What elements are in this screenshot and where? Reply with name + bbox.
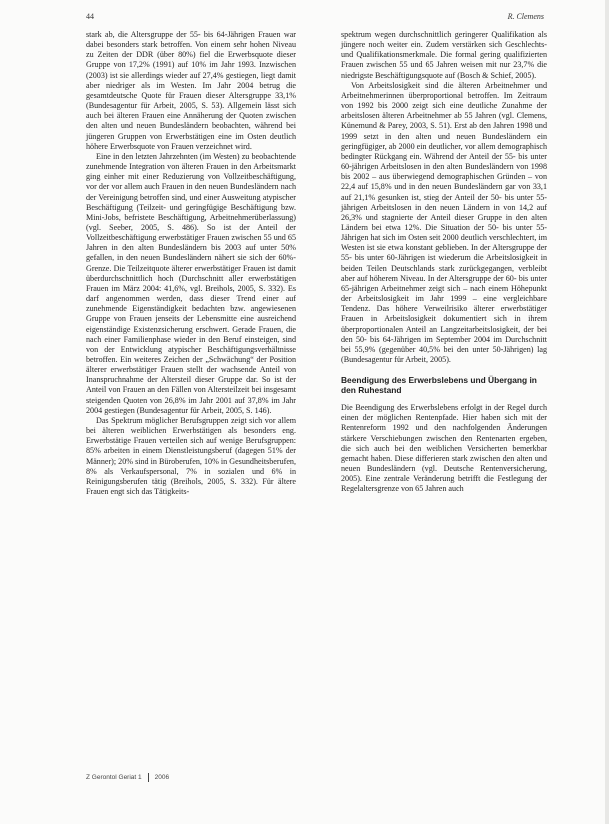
paragraph: stark ab, die Altersgruppe der 55- bis 64-Jährigen Frauen war dabei besonders stark betroffen. Von einem sehr hohen Niveau zu Zeiten der DDR (über 80%) fiel die Erwerbsquote dieser Gruppe von 17,2% (1991) auf 10% im Jahr 1993. Inzwischen (2003) ist sie allerdings wieder auf 27,4% gestiegen, liegt damit aber niedriger als im Westen. Im Jahr 2004 betrug die gesamtdeutsche Quote für Frauen dieser Altersgruppe 33,1% (Bundesagentur für Arbeit, 2005, S. 53). Allgemein lässt sich auch bei älteren Frauen eine Annäherung der Quoten zwischen den alten und neuen Bundesländern beobachten, während bei jüngeren Gruppen von Erwerbstätigen eine im Osten deutlich höhere Erwerbsquote von Frauen verzeichnet wird. — [86, 30, 296, 151]
page-number: 44 — [86, 12, 94, 21]
paragraph: Von Arbeitslosigkeit sind die älteren Arbeitnehmer und Arbeitnehmerinnen überproportional betroffen. Im Zeitraum von 1992 bis 2000 zeigt sich eine deutliche Zunahme der arbeitslosen älteren Arbeitnehmer ab 55 Jahren (vgl. Clemens, Künemund & Parey, 2003, S. 51). Erst ab den Jahren 1998 und 1999 setzt in den alten und neuen Bundesländern ein geringfügiger, ab 2000 ein deutlicher, vor allem demographisch bedingter Rückgang ein. Während der Anteil der 55- bis unter 60-jährigen Arbeitslosen in den alten Bundesländern von 1998 bis 2002 – aus überwiegend demographischen Gründen – von 22,4 auf 15,8% und in den neuen Bundesländern gar von 33,1 auf 21,1% gesunken ist, stieg der Anteil der 50- bis unter 55-jährigen Arbeitslosen in den neuen Ländern in von 14,2 auf 26,3% und stagnierte der Anteil dieser Gruppe in den alten Ländern bei etwa 12%. Die Situation der 50- bis unter 55-Jährigen hat sich im Osten seit 2000 deutlich verschlechtert, im Westen ist sie etwa konstant geblieben. In der Altersgruppe der 55- bis unter 60-Jährigen ist wiederum die Arbeitslosigkeit in beiden Teilen Deutschlands stark zurückgegangen, verbleibt aber auf höherem Niveau. In der Altersgruppe der 60- bis unter 65-jährigen Arbeitnehmer zeigt sich – nach einem Höhepunkt der Arbeitslosigkeit im Jahr 1999 – eine vergleichbare Tendenz. Das höhere Verweilrisiko älterer erwerbstätiger Frauen in Arbeitslosigkeit dokumentiert sich in ihrem überproportionalen Anteil an Langzeitarbeitslosigkeit, der bei den 50- bis 64-Jährigen im September 2004 im Durchschnitt bei 55,9% (gegenüber 40,5% bei den unter 50-Jährigen) lag (Bundesagentur für Arbeit, 2005). — [341, 80, 547, 364]
left-column — [86, 30, 296, 497]
right-column — [341, 30, 547, 495]
paragraph: Das Spektrum möglicher Berufsgruppen zeigt sich vor allem bei älteren weiblichen Erwerbstätigen als besonders eng. Erwerbstätige Frauen verteilen sich auf wenige Berufsgruppen: 85% arbeiten in einem Dienstleistungsberuf (dagegen 51% der Männer); 20% sind in Büroberufen, 10% in Gesundheitsberufen, 8% als Verkaufspersonal, 7% in sozialen und 6% in Reinigungsberufen tätig (Breihols, 2005, S. 332). Für ältere Frauen engt sich das Tätigkeits- — [86, 415, 296, 497]
page-footer — [86, 773, 169, 782]
scan-edge — [605, 0, 609, 824]
paragraph: Die Beendigung des Erwerbslebens erfolgt in der Regel durch einen der möglichen Rentenpfade. Hier haben sich mit der Rentenreform 1992 und den nachfolgenden Änderungen stärkere Verschiebungen zwischen den Rentenarten ergeben, die sich auch bei den weiblichen Versicherten bemerkbar gemacht haben. Diese differieren stark zwischen den alten und neuen Bundesländern (vgl. Deutsche Rentenversicherung, 2005). Eine zentrale Veränderung betrifft die Festlegung der Regelaltersgrenze von 65 Jahren auch — [341, 403, 547, 494]
paragraph: spektrum wegen durchschnittlich geringerer Qualifikation als jüngere noch weiter ein. Zudem verstärken sich Geschlechts- und Qualifikationsmerkmale. Die formal gering qualifizierten Frauen zwischen 55 und 65 Jahren weisen mit nur 23,7% die niedrigste Beschäftigungsquote auf (Bosch & Schief, 2005). — [341, 30, 547, 80]
paragraph: Eine in den letzten Jahrzehnten (im Westen) zu beobachtende zunehmende Integration von älteren Frauen in den Arbeitsmarkt ging einher mit einer Reduzierung von Vollzeitbeschäftigung, vor der vor allem auch Frauen in den neuen Bundesländern nach der Vereinigung betroffen sind, und einer Ausweitung atypischer Beschäftigung (Teilzeit- und geringfügige Beschäftigung bzw. Mini-Jobs, befristete Beschäftigung, Arbeitnehmerüberlassung) (vgl. Seeber, 2005, S. 486). So ist der Anteil der Vollzeitbeschäftigung erwerbstätiger Frauen zwischen 55 und 65 Jahren in den alten Bundesländern bis 2003 auf unter 50% gefallen, in den neuen Bundesländern nähert sie sich der 60%-Grenze. Die Teilzeitquote älterer erwerbstätiger Frauen ist damit überdurchschnittlich hoch (Durchschnitt aller erwerbstätigen Frauen im März 2004: 41,6%, vgl. Breihols, 2005, S. 332). Es darf angenommen werden, dass dieser Trend einer auf zunehmende Eigenständigkeit bedachten bzw. angewiesenen Gruppe von Frauen jenseits der Lebensmitte eine ausreichend eigenständige Existenzsicherung erschwert. Gerade Frauen, die nach einer Familienphase wieder in den Beruf einsteigen, sind von der Entwicklung atypischer Beschäftigungsverhältnisse betroffen. Ein weiteres Zeichen der „Schwächung“ der Position älterer erwerbstätiger Frauen stellt der wachsende Anteil von Inanspruchnahme der Altersteil dieser Gruppe dar. So ist der Anteil von Frauen an den Fällen von Altersteilzeit bei insgesamt steigenden Quoten von 26,8% im Jahr 2001 auf 37,8% im Jahr 2004 gestiegen (Bundesagentur für Arbeit, 2005, S. 146). — [86, 151, 296, 415]
journal-name: Z Gerontol Geriat — [86, 774, 137, 782]
footer-divider — [148, 773, 149, 782]
section-heading: Beendigung des Erwerbslebens und Übergang in den Ruhestand — [341, 375, 537, 396]
publication-year: 2006 — [154, 774, 170, 782]
volume-number: 1 — [138, 774, 142, 782]
running-head: R. Clemens — [507, 12, 544, 21]
